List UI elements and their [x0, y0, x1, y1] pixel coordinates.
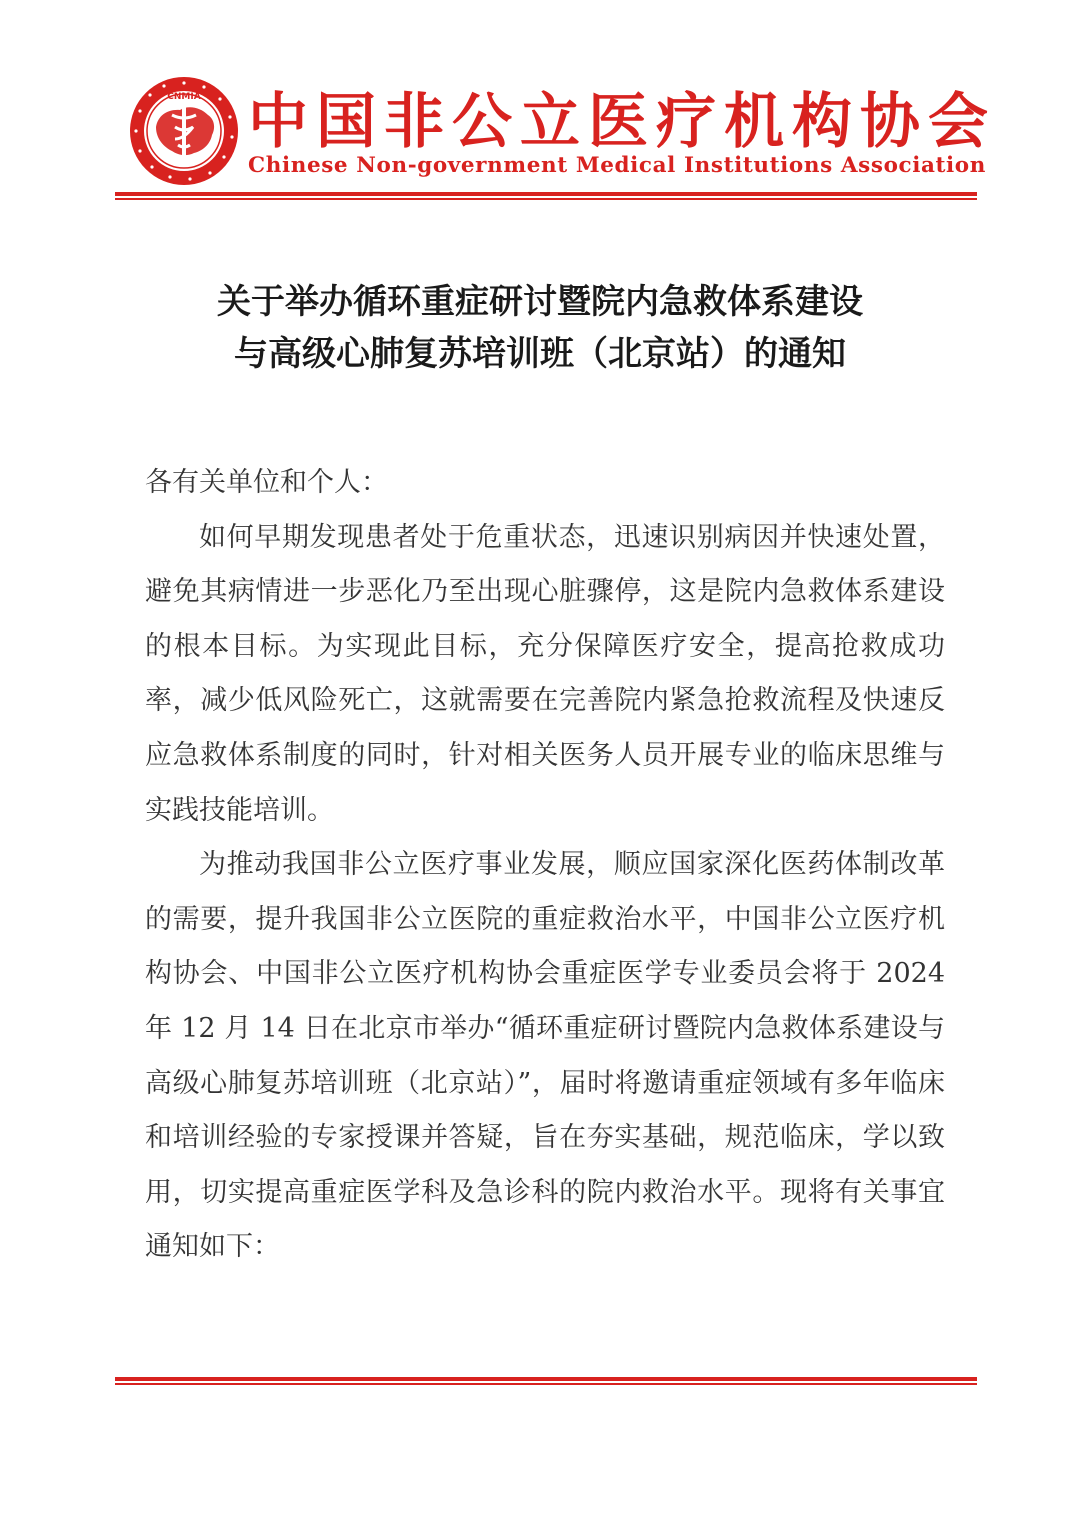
document-title [100, 276, 980, 380]
letterhead [0, 0, 1080, 210]
org-name-chinese: 中国非公立医疗机构协会 [248, 87, 996, 157]
paragraph-2: 为推动我国非公立医疗事业发展，顺应国家深化医药体制改革的需要，提升我国非公立医院的重症救治水平，中国非公立医疗机构协会、中国非公立医疗机构协会重症医学专业委员会将于 2024 年 12 月 14 日在北京市举办“循环重症研讨暨院内急救体系建设与高级心肺复苏培训班（北京站）”，届时将邀请重症领域有多年临床和培训经验的专家授课并答疑，旨在夯实基础，规范临床，学以致用，切实提高重症医学科及急诊科的院内救治水平。现将有关事宜通知如下： [145, 849, 945, 1263]
salutation: 各有关单位和个人： [145, 467, 388, 498]
footer-divider [115, 1377, 977, 1385]
caduceus-china-map-seal-icon [128, 75, 240, 187]
header-divider [115, 192, 977, 200]
title-line-1: 关于举办循环重症研讨暨院内急救体系建设 [217, 282, 863, 322]
document-body [145, 456, 945, 1275]
title-line-2: 与高级心肺复苏培训班（北京站）的通知 [234, 334, 846, 374]
paragraph-1: 如何早期发现患者处于危重状态，迅速识别病因并快速处置，避免其病情进一步恶化乃至出现心脏骤停，这是院内急救体系建设的根本目标。为实现此目标，充分保障医疗安全，提高抢救成功率，减少低风险死亡，这就需要在完善院内紧急抢救流程及快速反应急救体系制度的同时，针对相关医务人员开展专业的临床思维与实践技能培训。 [145, 521, 945, 826]
org-name-english: Chinese Non-government Medical Institutions Association [248, 153, 986, 178]
svg-text:CNMIA: CNMIA [167, 92, 201, 102]
